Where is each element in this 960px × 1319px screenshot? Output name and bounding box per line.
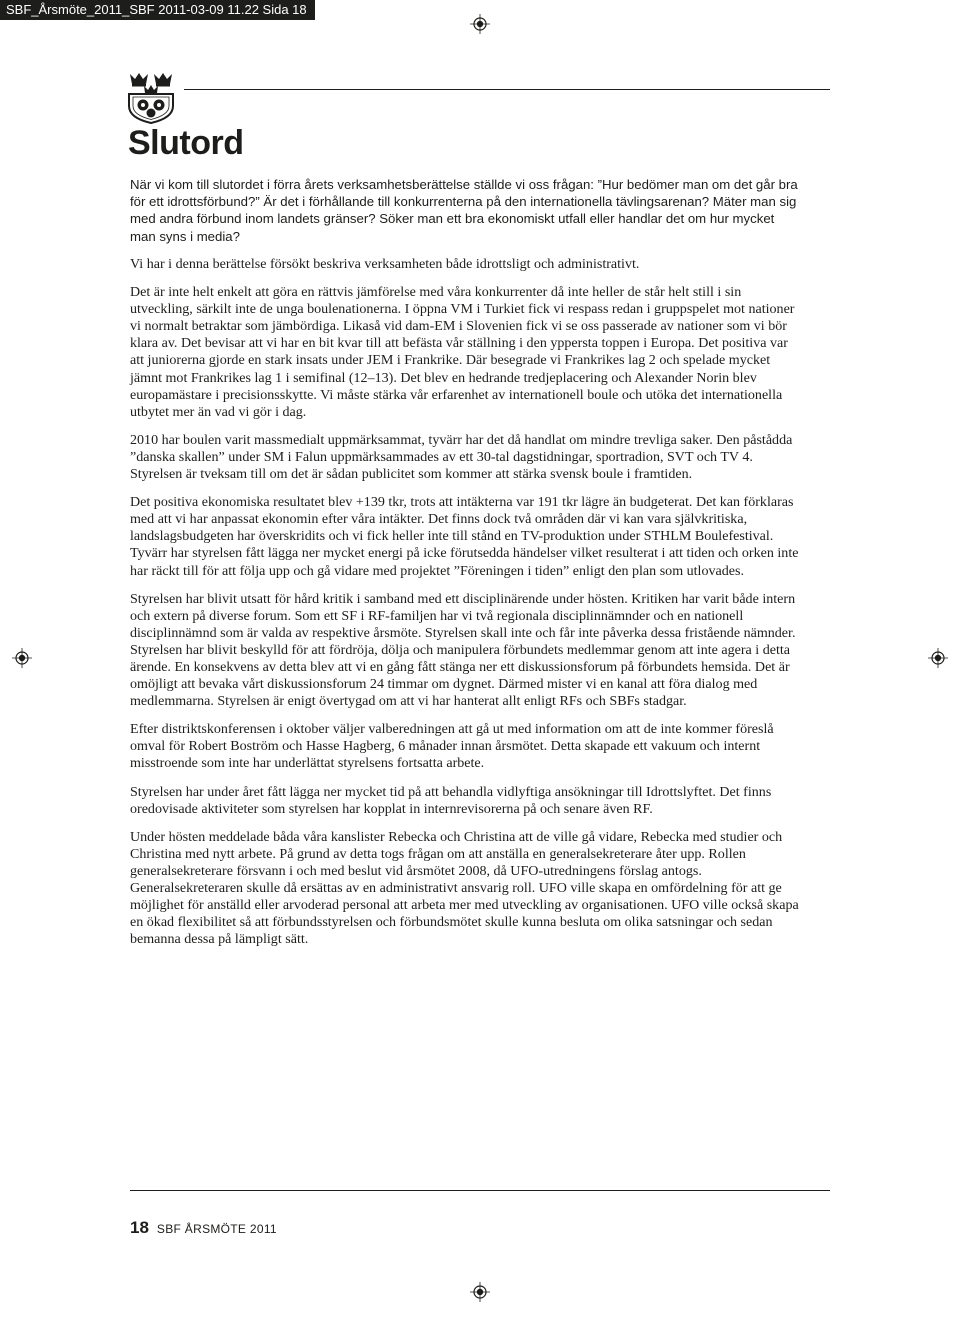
body-paragraph: Under hösten meddelade båda våra kanslister Rebecka och Christina att de ville gå vidare, Rebecka med studier och Christina med nytt arbete. På grund av detta togs frågan om att anställa en generalsekreterare åter upp. Rollen generalsekreterare försvann i och med beslut vid årsmötet 2008, då UFO-utredningens förslag antogs. Generalsekreteraren skulle då ersättas av en administrativt ansvarig roll. UFO ville skapa en omfördelning för att ge möjlighet för anställd eller arvoderad personal att arbeta mer med utveckling av organisationen. UFO ville också skapa en ökad flexibilitet så att förbundsstyrelsen och förbundsmötet skulle kunna besluta om olika satsningar och sedan bemanna dessa på lämpligt sätt. [130,828,799,948]
registration-mark-icon [12,648,32,668]
registration-mark-icon [928,648,948,668]
page-title: Slutord [128,124,244,162]
body-paragraph: Efter distriktskonferensen i oktober väljer valberedningen att gå ut med information om att de inte kommer föreslå omval för Robert Boström och Hasse Hagberg, 6 månader innan årsmötet. Detta skapade ett vakuum och internt misstroende som inte har underlättat styrelsens fortsatta arbete. [130,721,774,772]
intro-paragraph: När vi kom till slutordet i förra årets verksamhetsberättelse ställde vi oss frågan: ”Hur bedömer man om det går bra för ett idrottsförbund?” Är det i förhållande till konkurrenterna på den internationella tävlingsarenan? Mäter man sig med andra förbund inom landets gränser? Söker man ett bra ekonomiskt utfall eller handlar det om hur mycket man syns i media? [130,177,798,244]
body-paragraph: Det positiva ekonomiska resultatet blev +139 tkr, trots att intäkterna var 191 tkr lägre än budgeterat. Det kan förklaras med att vi har anpassat ekonomin efter våra intäkter. Det finns dock två områden där vi kan vara självkritiska, landslagsbudgeten har överskridits och vi fick heller inte till stånd en TV-produktion under STHLM Boulefestival. Tyvärr har styrelsen fått lägga ner mycket energi på icke förutsedda händelser vilket resulterat i att tiden och orken inte har räckt till för att följa upp och gå vidare med projektet ”Föreningen i tiden” enligt den plan som utlovades. [130,494,799,579]
federation-crest-icon [126,72,176,124]
body-paragraph: 2010 har boulen varit massmedialt uppmärksammat, tyvärr har det då handlat om mindre trevliga saker. Den påstådda ”danska skallen” under SM i Falun uppmärksammades av ett 30-tal dagstidningar, sportradion, SVT och TV 4. Styrelsen är tveksam till om det är sådan publicitet som kommer att stärka svensk boule i framtiden. [130,431,793,483]
print-slug: SBF_Årsmöte_2011_SBF 2011-03-09 11.22 Sida 18 [0,0,315,20]
body-paragraph: Vi har i denna berättelse försökt beskriva verksamheten både idrottsligt och administrativt. [130,256,640,272]
body-paragraph: Det är inte helt enkelt att göra en rättvis jämförelse med våra konkurrenter då inte heller de står helt still i sin utveckling, särkilt inte de unga boulenationerna. I öppna VM i Turkiet fick vi respass redan i gruppspelet mot nationer vi normalt betraktar som jämbördiga. Likaså vid dam-EM i Slovenien fick vi se oss passerade av nationer som vi bör klara av. Det bevisar att vi har en bit kvar till att befästa vår ställning i den yppersta toppen i Europa. Det positiva var att juniorerna gjorde en stark insats under JEM i Frankrike. Där besegrade vi Frankrikes lag 2 och spelade mycket jämnt mot Frankrikes lag 1 i semifinal (12–13). Det blev en hedrande tredjeplacering och Alexander Norin blev europamästare i precisionsskytte. Vi måste stärka vår erfarenhet av internationell boule och utöka det internationella utbytet mer än vad vi gör i dag. [130,284,795,420]
header-rule [184,89,830,90]
footer-label: SBF ÅRSMÖTE 2011 [156,1222,277,1236]
registration-mark-icon [470,14,490,34]
body-paragraph: Styrelsen har under året fått lägga ner mycket tid på att behandla vidlyftiga ansökningar till Idrottslyftet. Det finns oredovisade aktiviteter som styrelsen har kopplat in internrevisorerna på och senare även RF. [130,783,772,817]
page-number: 18 [130,1218,149,1237]
body-text [130,256,802,959]
registration-mark-icon [470,1282,490,1302]
footer-rule [130,1190,830,1191]
body-paragraph: Styrelsen har blivit utsatt för hård kritik i samband med ett disciplinärende under hösten. Kritiken har varit både intern och extern på diverse forum. Som ett SF i RF-familjen har vi två regionala disciplinnämnder och en nationell disciplinnämnd som är valda av respektive årsmöte. Styrelsen skall inte och får inte påverka dessa fristående nämnder. Styrelsen har blivit beskylld för att fördröja, dölja och manipulera förbundets medlemmar genom att inte agera i detta ärende. En konsekvens av detta blev att vi en gång fått stänga ner ett diskussionsforum på förbundets hemsida. Det är omöjligt att bevaka vårt diskussionsforum 24 timmar om dygnet. Därmed mister vi en kanal att föra dialog med medlemmarna. Styrelsen är enigt övertygad om att vi har hanterat allt enligt RFs och SBFs stadgar. [130,590,796,710]
page-footer [130,1218,277,1238]
